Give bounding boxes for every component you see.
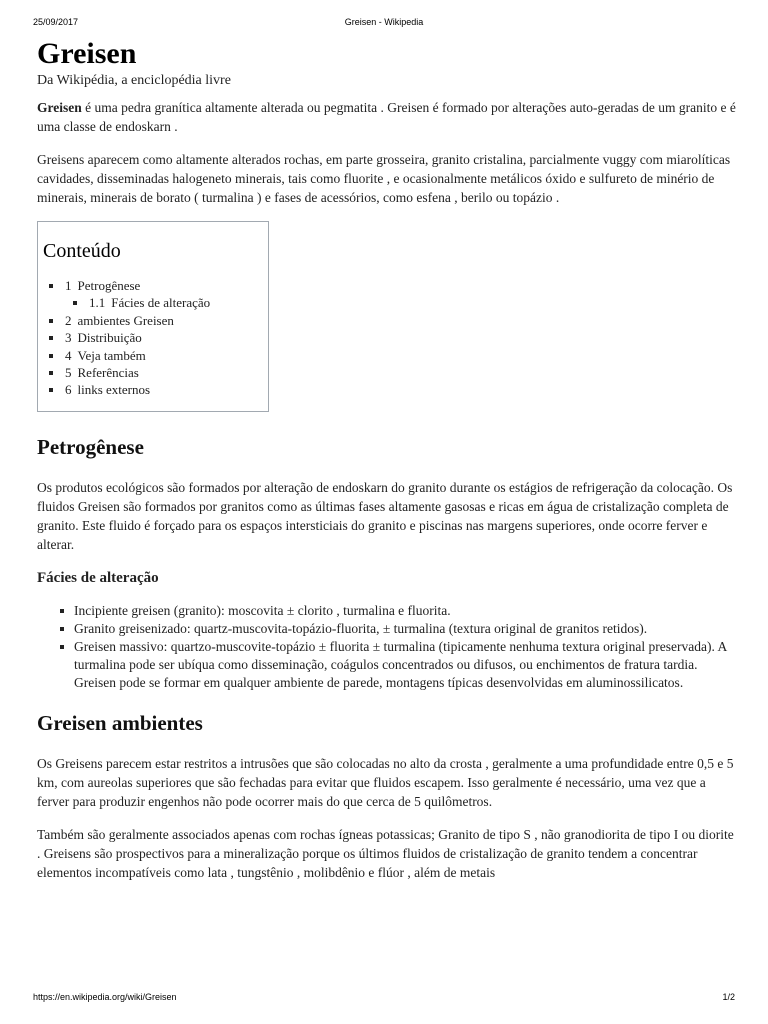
toc-item-referencias[interactable] [65, 364, 268, 381]
section-heading-petrogenese: Petrogênese [37, 434, 144, 459]
toc-item-number: 3 [65, 330, 72, 346]
toc-list [43, 277, 268, 399]
ambientes-paragraph-2: Também são geralmente associados apenas com rochas ígneas potassicas; Granito de tipo S , não granodiorita de tipo I ou diorite . Greisens são prospectivos para a mineralização porque os últimos fluidos de cristalização de granito tendem a concentrar elementos incompatíveis como lata , tungstênio , molibdênio e flúor , além de metais [37, 826, 734, 880]
toc-item-veja-tambem[interactable] [65, 347, 268, 364]
toc-item-number: 1.1 [89, 295, 106, 311]
facies-list [37, 602, 737, 692]
toc-item-label: Veja também [77, 347, 146, 363]
toc-item-links-externos[interactable] [65, 381, 268, 398]
toc-item-label: Referências [77, 365, 139, 381]
toc-item-number: 1 [65, 278, 72, 293]
toc-item-label: ambientes Greisen [77, 312, 174, 328]
toc-item-number: 5 [65, 365, 72, 381]
description-paragraph: Greisens aparecem como altamente alterados rochas, em parte grosseira, granito cristalina, parcialmente vuggy com miarolíticas cavidades, disseminadas halogeneto minerais, tais como fluorite , e ocasionalmente metálicos óxido e sulfureto de minério de minerais, minerais de borato ( turmalina ) e fases de acessórios, como esfena , berilo ou topázio . [37, 152, 731, 205]
list-item: Incipiente greisen (granito): moscovita ± clorito , turmalina e fluorita. [74, 602, 737, 620]
toc-item-number: 4 [65, 347, 72, 363]
site-tagline: Da Wikipédia, a enciclopédia livre [37, 73, 231, 88]
toc-item-facies[interactable] [89, 294, 268, 311]
toc-item-number: 2 [65, 312, 72, 328]
petrogenese-paragraph: Os produtos ecológicos são formados por alteração de endoskarn do granito durante os estágios de refrigeração da colocação. Os fluidos Greisen são formados por granitos como as últimas fases altamente gasosas e ricas em água de cristalização completa de granito. Este fluido é forçado para os espaços intersticiais do granito e piscinas nas margens superiores, onde ocorre ferver e alterar. [37, 479, 733, 552]
toc-item-number: 6 [65, 382, 72, 398]
toc-item-distribuicao[interactable] [65, 329, 268, 346]
table-of-contents [37, 221, 269, 412]
print-date: 25/09/2017 [33, 17, 79, 27]
toc-item-label: Petrogênese [77, 278, 141, 293]
toc-item-ambientes[interactable] [65, 312, 268, 329]
toc-item-petrogenese[interactable] [65, 277, 268, 312]
print-page-title: Greisen - Wikipedia [344, 17, 424, 27]
print-footer [0, 992, 768, 1006]
list-item: Greisen massivo: quartzo-muscovite-topázio ± fluorita ± turmalina (tipicamente nenhuma textura original preservada). A turmalina pode ser ubíqua como disseminação, coágulos concentrados ou difusos, ou enchimentos de fratura tardia. Greisen pode se formar em qualquer ambiente de parede, montagens típicas desenvolvidas em aluminossilicatos. [74, 638, 737, 692]
ambientes-paragraph-1: Os Greisens parecem estar restritos a intrusões que são colocadas no alto da crosta , geralmente a uma profundidade entre 0,5 e 5 km, com aureolas superiores que são fechadas para evitar que fluidos escapem. Isso geralmente é necessário, uma vez que a ferver para produzir engenhos não pode ocorrer mais do que cerca de 5 quilômetros. [37, 755, 734, 809]
subsection-heading-facies: Fácies de alteração [37, 569, 159, 586]
print-url: https://en.wikipedia.org/wiki/Greisen [33, 992, 177, 1002]
toc-item-label: Fácies de alteração [111, 295, 211, 311]
intro-bold-term: Greisen [37, 100, 82, 115]
toc-sublist [65, 294, 268, 311]
page-title: Greisen [37, 37, 137, 70]
intro-paragraph [37, 98, 737, 136]
print-header [0, 17, 768, 31]
section-heading-ambientes: Greisen ambientes [37, 710, 203, 735]
intro-text: é uma pedra granítica altamente alterada ou pegmatita . Greisen é formado por alterações auto-geradas de um granito e é uma classe de endoskarn . [37, 100, 736, 134]
print-page-number: 1/2 [722, 992, 735, 1002]
list-item: Granito greisenizado: quartz-muscovita-topázio-fluorita, ± turmalina (textura original de granitos retidos). [74, 620, 737, 638]
toc-heading: Conteúdo [43, 240, 121, 262]
article-content [37, 36, 737, 896]
toc-item-label: links externos [77, 382, 151, 398]
toc-item-label: Distribuição [77, 330, 142, 346]
